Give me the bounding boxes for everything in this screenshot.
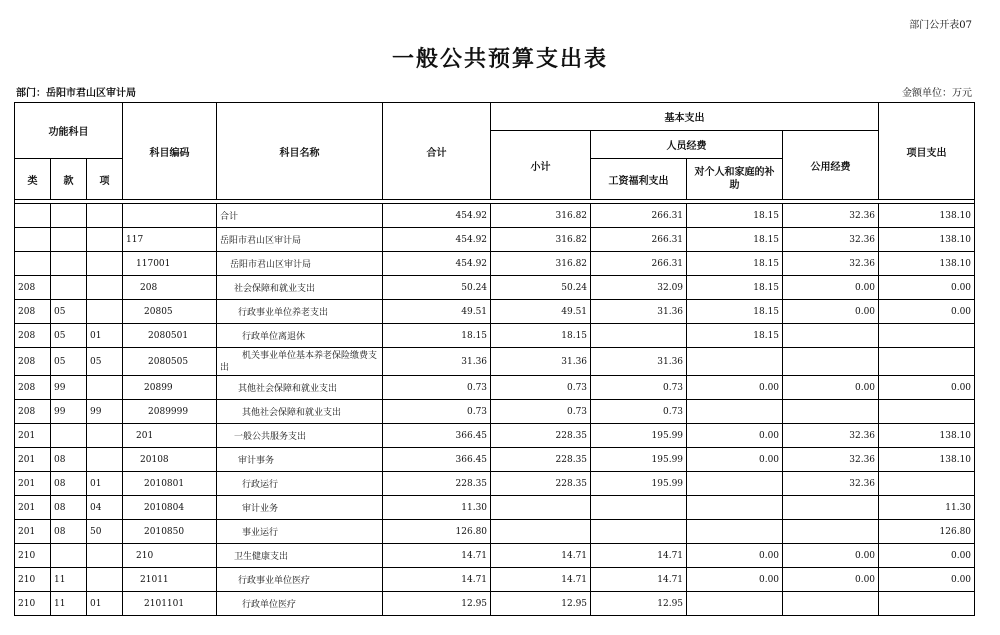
row-individual: 0.00 xyxy=(687,448,783,472)
row-public: 32.36 xyxy=(783,448,879,472)
row-subtotal: 228.35 xyxy=(491,448,591,472)
table-row xyxy=(15,348,975,376)
row-wages xyxy=(591,520,687,544)
row-wages: 195.99 xyxy=(591,448,687,472)
row-name: 审计事务 xyxy=(217,448,383,472)
row-lei: 210 xyxy=(15,544,51,568)
row-total: 14.71 xyxy=(383,568,491,592)
row-wages: 195.99 xyxy=(591,472,687,496)
row-lei: 208 xyxy=(15,348,51,376)
row-project: 138.10 xyxy=(879,448,975,472)
header-project: 项目支出 xyxy=(879,103,975,200)
row-kuan: 08 xyxy=(51,520,87,544)
row-xiang: 01 xyxy=(87,324,123,348)
row-lei: 208 xyxy=(15,276,51,300)
row-lei: 208 xyxy=(15,376,51,400)
row-public: 0.00 xyxy=(783,276,879,300)
header-total: 合计 xyxy=(383,103,491,200)
row-wages xyxy=(591,324,687,348)
row-total: 126.80 xyxy=(383,520,491,544)
row-wages: 266.31 xyxy=(591,252,687,276)
row-kuan xyxy=(51,204,87,228)
row-lei: 210 xyxy=(15,568,51,592)
row-project: 138.10 xyxy=(879,204,975,228)
row-subtotal: 316.82 xyxy=(491,204,591,228)
row-project: 0.00 xyxy=(879,276,975,300)
row-kuan xyxy=(51,424,87,448)
row-subtotal: 12.95 xyxy=(491,592,591,616)
row-kuan: 05 xyxy=(51,348,87,376)
row-kuan: 05 xyxy=(51,300,87,324)
row-code: 2010804 xyxy=(123,496,217,520)
table-row xyxy=(15,204,975,228)
row-total: 366.45 xyxy=(383,424,491,448)
row-lei: 201 xyxy=(15,424,51,448)
row-code: 117 xyxy=(123,228,217,252)
row-code: 208 xyxy=(123,276,217,300)
row-wages: 12.95 xyxy=(591,592,687,616)
row-total: 31.36 xyxy=(383,348,491,376)
row-subtotal: 14.71 xyxy=(491,544,591,568)
header-xiang: 项 xyxy=(87,159,123,200)
row-code: 20805 xyxy=(123,300,217,324)
row-code: 2089999 xyxy=(123,400,217,424)
row-individual: 18.15 xyxy=(687,300,783,324)
row-individual xyxy=(687,348,783,376)
row-subtotal: 14.71 xyxy=(491,568,591,592)
row-project: 0.00 xyxy=(879,376,975,400)
row-individual: 0.00 xyxy=(687,376,783,400)
table-row xyxy=(15,228,975,252)
amount-unit: 金额单位：万元 xyxy=(902,88,972,99)
row-wages: 14.71 xyxy=(591,544,687,568)
header-func-subject: 功能科目 xyxy=(15,103,123,159)
row-total: 454.92 xyxy=(383,204,491,228)
table-row xyxy=(15,496,975,520)
table-row xyxy=(15,448,975,472)
row-project xyxy=(879,472,975,496)
row-lei: 208 xyxy=(15,324,51,348)
row-name: 事业运行 xyxy=(217,520,383,544)
row-xiang xyxy=(87,300,123,324)
row-xiang xyxy=(87,204,123,228)
row-kuan xyxy=(51,276,87,300)
row-wages: 0.73 xyxy=(591,376,687,400)
table-row xyxy=(15,568,975,592)
row-name: 行政单位医疗 xyxy=(217,592,383,616)
table-row xyxy=(15,592,975,616)
row-project xyxy=(879,592,975,616)
row-total: 12.95 xyxy=(383,592,491,616)
row-name: 其他社会保障和就业支出 xyxy=(217,400,383,424)
page-title: 一般公共预算支出表 xyxy=(391,47,608,72)
row-code: 2010801 xyxy=(123,472,217,496)
row-name: 岳阳市君山区审计局 xyxy=(217,228,383,252)
row-xiang xyxy=(87,568,123,592)
row-individual xyxy=(687,496,783,520)
row-xiang xyxy=(87,252,123,276)
row-code: 2010850 xyxy=(123,520,217,544)
row-total: 0.73 xyxy=(383,400,491,424)
row-xiang xyxy=(87,228,123,252)
row-name: 行政事业单位医疗 xyxy=(217,568,383,592)
row-wages: 266.31 xyxy=(591,228,687,252)
row-subtotal: 228.35 xyxy=(491,472,591,496)
budget-expenditure-table xyxy=(14,102,975,616)
row-total: 454.92 xyxy=(383,228,491,252)
row-kuan: 08 xyxy=(51,496,87,520)
row-public xyxy=(783,348,879,376)
row-subtotal: 31.36 xyxy=(491,348,591,376)
row-lei xyxy=(15,204,51,228)
row-name: 机关事业单位基本养老保险缴费支出 xyxy=(217,348,383,376)
row-wages: 266.31 xyxy=(591,204,687,228)
row-name: 其他社会保障和就业支出 xyxy=(217,376,383,400)
row-total: 11.30 xyxy=(383,496,491,520)
row-code: 2080505 xyxy=(123,348,217,376)
row-subtotal xyxy=(491,496,591,520)
row-code xyxy=(123,204,217,228)
form-number: 部门公开表07 xyxy=(909,20,972,31)
row-kuan: 11 xyxy=(51,568,87,592)
header-personnel: 人员经费 xyxy=(591,131,783,159)
table-row xyxy=(15,376,975,400)
row-project: 11.30 xyxy=(879,496,975,520)
row-wages: 31.36 xyxy=(591,348,687,376)
row-lei: 210 xyxy=(15,592,51,616)
row-xiang: 04 xyxy=(87,496,123,520)
row-public: 0.00 xyxy=(783,376,879,400)
row-code: 117001 xyxy=(123,252,217,276)
row-project: 138.10 xyxy=(879,424,975,448)
header-public: 公用经费 xyxy=(783,131,879,200)
table-row xyxy=(15,544,975,568)
row-subtotal: 0.73 xyxy=(491,400,591,424)
row-project: 0.00 xyxy=(879,544,975,568)
row-code: 20899 xyxy=(123,376,217,400)
row-wages: 0.73 xyxy=(591,400,687,424)
row-project: 138.10 xyxy=(879,252,975,276)
row-lei: 201 xyxy=(15,520,51,544)
table-row xyxy=(15,520,975,544)
row-individual: 18.15 xyxy=(687,228,783,252)
row-code: 201 xyxy=(123,424,217,448)
row-wages: 31.36 xyxy=(591,300,687,324)
row-lei xyxy=(15,228,51,252)
row-public xyxy=(783,400,879,424)
table-row xyxy=(15,276,975,300)
row-kuan xyxy=(51,228,87,252)
row-individual: 18.15 xyxy=(687,204,783,228)
row-total: 454.92 xyxy=(383,252,491,276)
table-body xyxy=(15,200,975,616)
row-public xyxy=(783,520,879,544)
row-lei: 201 xyxy=(15,472,51,496)
row-total: 50.24 xyxy=(383,276,491,300)
row-individual xyxy=(687,592,783,616)
header-code: 科目编码 xyxy=(123,103,217,200)
row-subtotal: 49.51 xyxy=(491,300,591,324)
row-lei: 201 xyxy=(15,448,51,472)
row-public: 32.36 xyxy=(783,472,879,496)
row-public: 32.36 xyxy=(783,252,879,276)
row-project: 126.80 xyxy=(879,520,975,544)
table-row xyxy=(15,324,975,348)
row-subtotal: 18.15 xyxy=(491,324,591,348)
row-kuan: 05 xyxy=(51,324,87,348)
table-row xyxy=(15,252,975,276)
header-basic: 基本支出 xyxy=(491,103,879,131)
row-total: 14.71 xyxy=(383,544,491,568)
row-public: 32.36 xyxy=(783,204,879,228)
row-kuan: 11 xyxy=(51,592,87,616)
row-subtotal: 0.73 xyxy=(491,376,591,400)
row-total: 366.45 xyxy=(383,448,491,472)
table-row xyxy=(15,300,975,324)
row-lei: 208 xyxy=(15,400,51,424)
row-public xyxy=(783,324,879,348)
row-public xyxy=(783,496,879,520)
row-wages xyxy=(591,496,687,520)
row-subtotal: 316.82 xyxy=(491,228,591,252)
row-individual: 18.15 xyxy=(687,276,783,300)
row-xiang xyxy=(87,276,123,300)
row-kuan: 99 xyxy=(51,400,87,424)
row-xiang xyxy=(87,544,123,568)
row-project: 0.00 xyxy=(879,300,975,324)
row-subtotal: 316.82 xyxy=(491,252,591,276)
row-individual xyxy=(687,472,783,496)
header-kuan: 款 xyxy=(51,159,87,200)
row-wages: 14.71 xyxy=(591,568,687,592)
row-code: 20108 xyxy=(123,448,217,472)
row-total: 18.15 xyxy=(383,324,491,348)
row-individual: 18.15 xyxy=(687,324,783,348)
row-lei xyxy=(15,252,51,276)
row-project xyxy=(879,324,975,348)
row-kuan: 99 xyxy=(51,376,87,400)
row-project xyxy=(879,348,975,376)
row-total: 228.35 xyxy=(383,472,491,496)
table-row xyxy=(15,424,975,448)
row-xiang: 01 xyxy=(87,592,123,616)
row-individual xyxy=(687,520,783,544)
row-name: 行政运行 xyxy=(217,472,383,496)
table-header xyxy=(15,103,975,200)
table-row xyxy=(15,400,975,424)
row-individual: 0.00 xyxy=(687,424,783,448)
header-individual: 对个人和家庭的补助 xyxy=(687,159,783,200)
row-lei: 208 xyxy=(15,300,51,324)
row-name: 审计业务 xyxy=(217,496,383,520)
row-lei: 201 xyxy=(15,496,51,520)
row-kuan: 08 xyxy=(51,448,87,472)
row-code: 210 xyxy=(123,544,217,568)
row-wages: 32.09 xyxy=(591,276,687,300)
row-xiang xyxy=(87,448,123,472)
row-name: 卫生健康支出 xyxy=(217,544,383,568)
row-name: 岳阳市君山区审计局 xyxy=(217,252,383,276)
row-kuan xyxy=(51,544,87,568)
row-name: 一般公共服务支出 xyxy=(217,424,383,448)
row-individual xyxy=(687,400,783,424)
row-public: 32.36 xyxy=(783,228,879,252)
row-individual: 18.15 xyxy=(687,252,783,276)
row-subtotal: 50.24 xyxy=(491,276,591,300)
row-xiang xyxy=(87,424,123,448)
header-lei: 类 xyxy=(15,159,51,200)
row-xiang: 01 xyxy=(87,472,123,496)
row-name: 社会保障和就业支出 xyxy=(217,276,383,300)
row-public xyxy=(783,592,879,616)
row-subtotal: 228.35 xyxy=(491,424,591,448)
row-project: 0.00 xyxy=(879,568,975,592)
row-project xyxy=(879,400,975,424)
row-name: 行政事业单位养老支出 xyxy=(217,300,383,324)
row-public: 0.00 xyxy=(783,544,879,568)
row-code: 2080501 xyxy=(123,324,217,348)
row-wages: 195.99 xyxy=(591,424,687,448)
header-wages: 工资福利支出 xyxy=(591,159,687,200)
row-project: 138.10 xyxy=(879,228,975,252)
row-kuan: 08 xyxy=(51,472,87,496)
row-code: 21011 xyxy=(123,568,217,592)
row-public: 0.00 xyxy=(783,300,879,324)
department-label: 部门：岳阳市君山区审计局 xyxy=(16,88,136,99)
row-xiang xyxy=(87,376,123,400)
row-total: 49.51 xyxy=(383,300,491,324)
row-individual: 0.00 xyxy=(687,568,783,592)
row-name: 行政单位离退休 xyxy=(217,324,383,348)
row-kuan xyxy=(51,252,87,276)
header-name: 科目名称 xyxy=(217,103,383,200)
row-code: 2101101 xyxy=(123,592,217,616)
row-individual: 0.00 xyxy=(687,544,783,568)
row-xiang: 99 xyxy=(87,400,123,424)
row-name: 合计 xyxy=(217,204,383,228)
table-row xyxy=(15,472,975,496)
row-xiang: 50 xyxy=(87,520,123,544)
row-subtotal xyxy=(491,520,591,544)
row-public: 0.00 xyxy=(783,568,879,592)
row-public: 32.36 xyxy=(783,424,879,448)
row-xiang: 05 xyxy=(87,348,123,376)
header-subtotal: 小计 xyxy=(491,131,591,200)
row-total: 0.73 xyxy=(383,376,491,400)
